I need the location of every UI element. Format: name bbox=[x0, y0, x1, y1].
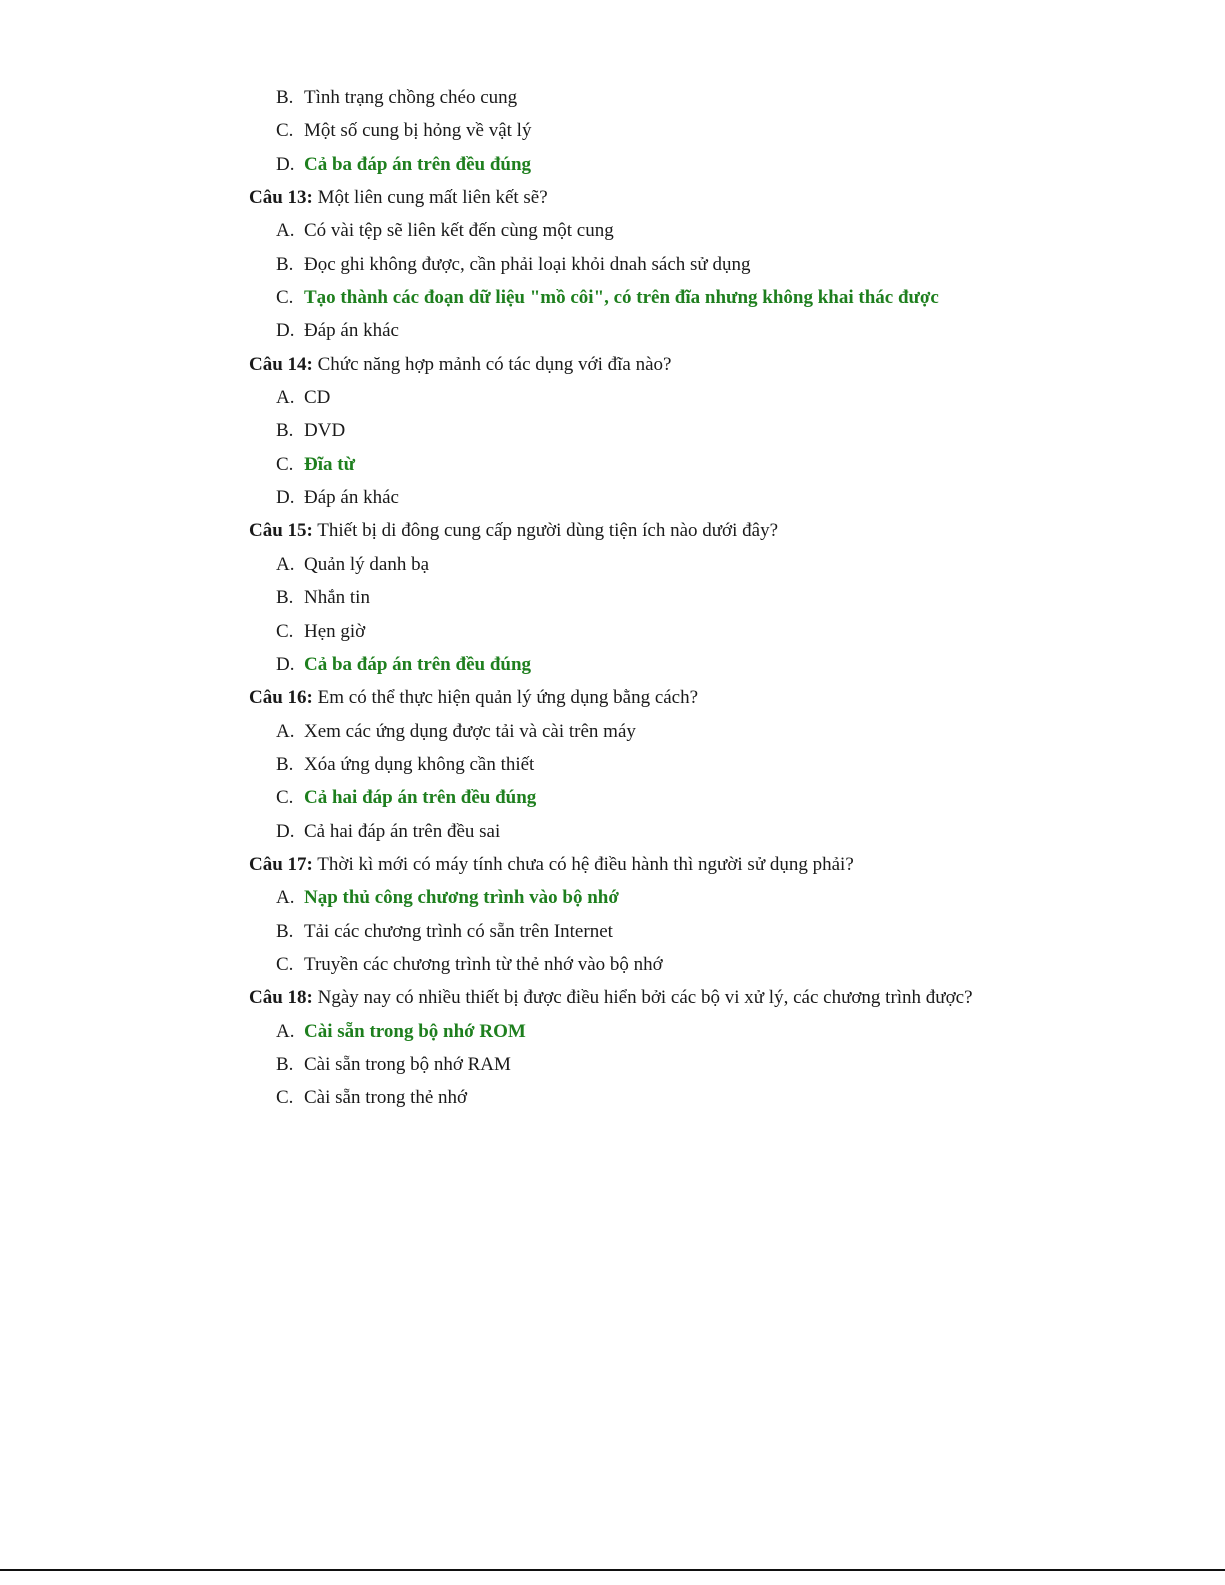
option-letter: C. bbox=[276, 1087, 294, 1109]
option-text: Truyền các chương trình từ thẻ nhớ vào bộ nhớ bbox=[304, 953, 663, 975]
question-text: Một liên cung mất liên kết sẽ? bbox=[317, 187, 548, 209]
option-letter: B. bbox=[276, 587, 294, 609]
answer-option bbox=[249, 381, 979, 414]
answer-option bbox=[249, 1048, 979, 1081]
question-line bbox=[249, 681, 979, 714]
answer-option bbox=[249, 481, 979, 514]
option-text: Tạo thành các đoạn dữ liệu "mồ côi", có trên đĩa nhưng không khai thác được bbox=[304, 287, 939, 309]
answer-option bbox=[249, 314, 979, 347]
option-text: Cả hai đáp án trên đều đúng bbox=[304, 787, 537, 809]
question-number: Câu 13: bbox=[249, 187, 313, 209]
option-text: Có vài tệp sẽ liên kết đến cùng một cung bbox=[304, 220, 614, 242]
option-letter: D. bbox=[276, 820, 295, 842]
option-text: CD bbox=[304, 387, 331, 409]
question-line bbox=[249, 514, 979, 547]
option-letter: B. bbox=[276, 87, 294, 108]
question-text: Thời kì mới có máy tính chưa có hệ điều hành thì người sử dụng phải? bbox=[317, 853, 854, 875]
option-letter: B. bbox=[276, 420, 294, 442]
option-letter: A. bbox=[276, 387, 295, 409]
option-letter: C. bbox=[276, 287, 294, 309]
option-letter: B. bbox=[276, 1053, 294, 1075]
question-text: Em có thể thực hiện quản lý ứng dụng bằng cách? bbox=[317, 687, 699, 709]
answer-option bbox=[249, 815, 979, 848]
answer-option bbox=[249, 748, 979, 781]
answer-option-correct bbox=[249, 648, 979, 681]
option-letter: C. bbox=[276, 620, 294, 642]
option-letter: C. bbox=[276, 120, 294, 142]
answer-option bbox=[249, 81, 979, 114]
answer-option bbox=[249, 615, 979, 648]
question-number: Câu 14: bbox=[249, 353, 313, 375]
option-text: Cả ba đáp án trên đều đúng bbox=[304, 653, 532, 675]
option-letter: D. bbox=[276, 487, 295, 509]
answer-option bbox=[249, 414, 979, 447]
answer-option bbox=[249, 715, 979, 748]
option-text: Cài sẵn trong bộ nhớ ROM bbox=[304, 1020, 526, 1042]
option-text: Tải các chương trình có sẵn trên Internet bbox=[304, 920, 613, 942]
question-number: Câu 16: bbox=[249, 687, 313, 709]
option-text: Cài sẵn trong thẻ nhớ bbox=[304, 1087, 468, 1109]
question-text: Thiết bị di đông cung cấp người dùng tiện ích nào dưới đây? bbox=[317, 520, 779, 542]
option-text: Cài sẵn trong bộ nhớ RAM bbox=[304, 1053, 511, 1075]
option-letter: B. bbox=[276, 753, 294, 775]
option-text: Một số cung bị hỏng về vật lý bbox=[304, 120, 532, 142]
answer-option-correct bbox=[249, 1015, 979, 1048]
answer-option bbox=[249, 581, 979, 614]
option-letter: A. bbox=[276, 1020, 295, 1042]
option-text: DVD bbox=[304, 420, 346, 442]
question-number: Câu 18: bbox=[249, 987, 313, 1009]
option-letter: C. bbox=[276, 787, 294, 809]
option-letter: C. bbox=[276, 953, 294, 975]
question-line bbox=[249, 848, 979, 881]
answer-option bbox=[249, 1081, 979, 1114]
option-letter: A. bbox=[276, 220, 295, 242]
answer-option bbox=[249, 915, 979, 948]
answer-option-correct bbox=[249, 781, 979, 814]
option-text: Nạp thủ công chương trình vào bộ nhớ bbox=[304, 887, 619, 909]
question-number: Câu 15: bbox=[249, 520, 313, 542]
answer-option-correct bbox=[249, 281, 979, 314]
question-line bbox=[249, 181, 979, 214]
option-letter: C. bbox=[276, 453, 294, 475]
option-text: Đọc ghi không được, cần phải loại khỏi dnah sách sử dụng bbox=[304, 253, 751, 275]
question-number: Câu 17: bbox=[249, 853, 313, 875]
option-text: Đáp án khác bbox=[304, 320, 399, 342]
option-text: Hẹn giờ bbox=[304, 620, 366, 642]
option-letter: D. bbox=[276, 653, 295, 675]
question-line bbox=[249, 981, 979, 1014]
option-letter: B. bbox=[276, 253, 294, 275]
option-text: Nhắn tin bbox=[304, 587, 370, 609]
option-text: Xóa ứng dụng không cần thiết bbox=[304, 753, 535, 775]
question-text: Ngày nay có nhiều thiết bị được điều hiển bởi các bộ vi xử lý, các chương trình được? bbox=[317, 987, 973, 1009]
answer-option bbox=[249, 114, 979, 147]
answer-option-correct bbox=[249, 148, 979, 181]
answer-option bbox=[249, 948, 979, 981]
option-text: Xem các ứng dụng được tải và cài trên máy bbox=[304, 720, 636, 742]
option-text: Đĩa từ bbox=[304, 453, 355, 475]
option-letter: A. bbox=[276, 720, 295, 742]
question-line bbox=[249, 348, 979, 381]
option-text: Tình trạng chồng chéo cung bbox=[304, 87, 518, 108]
page-bottom-border bbox=[0, 1569, 1225, 1571]
option-letter: A. bbox=[276, 887, 295, 909]
answer-option bbox=[249, 214, 979, 247]
option-text: Cả hai đáp án trên đều sai bbox=[304, 820, 501, 842]
option-text: Quản lý danh bạ bbox=[304, 553, 430, 575]
answer-option-correct bbox=[249, 448, 979, 481]
option-letter: B. bbox=[276, 920, 294, 942]
option-letter: D. bbox=[276, 153, 295, 175]
question-text: Chức năng hợp mảnh có tác dụng với đĩa nào? bbox=[317, 353, 672, 375]
quiz-content bbox=[249, 81, 979, 1115]
option-text: Đáp án khác bbox=[304, 487, 399, 509]
answer-option-correct bbox=[249, 881, 979, 914]
option-letter: D. bbox=[276, 320, 295, 342]
option-text: Cả ba đáp án trên đều đúng bbox=[304, 153, 532, 175]
answer-option bbox=[249, 548, 979, 581]
answer-option bbox=[249, 248, 979, 281]
option-letter: A. bbox=[276, 553, 295, 575]
